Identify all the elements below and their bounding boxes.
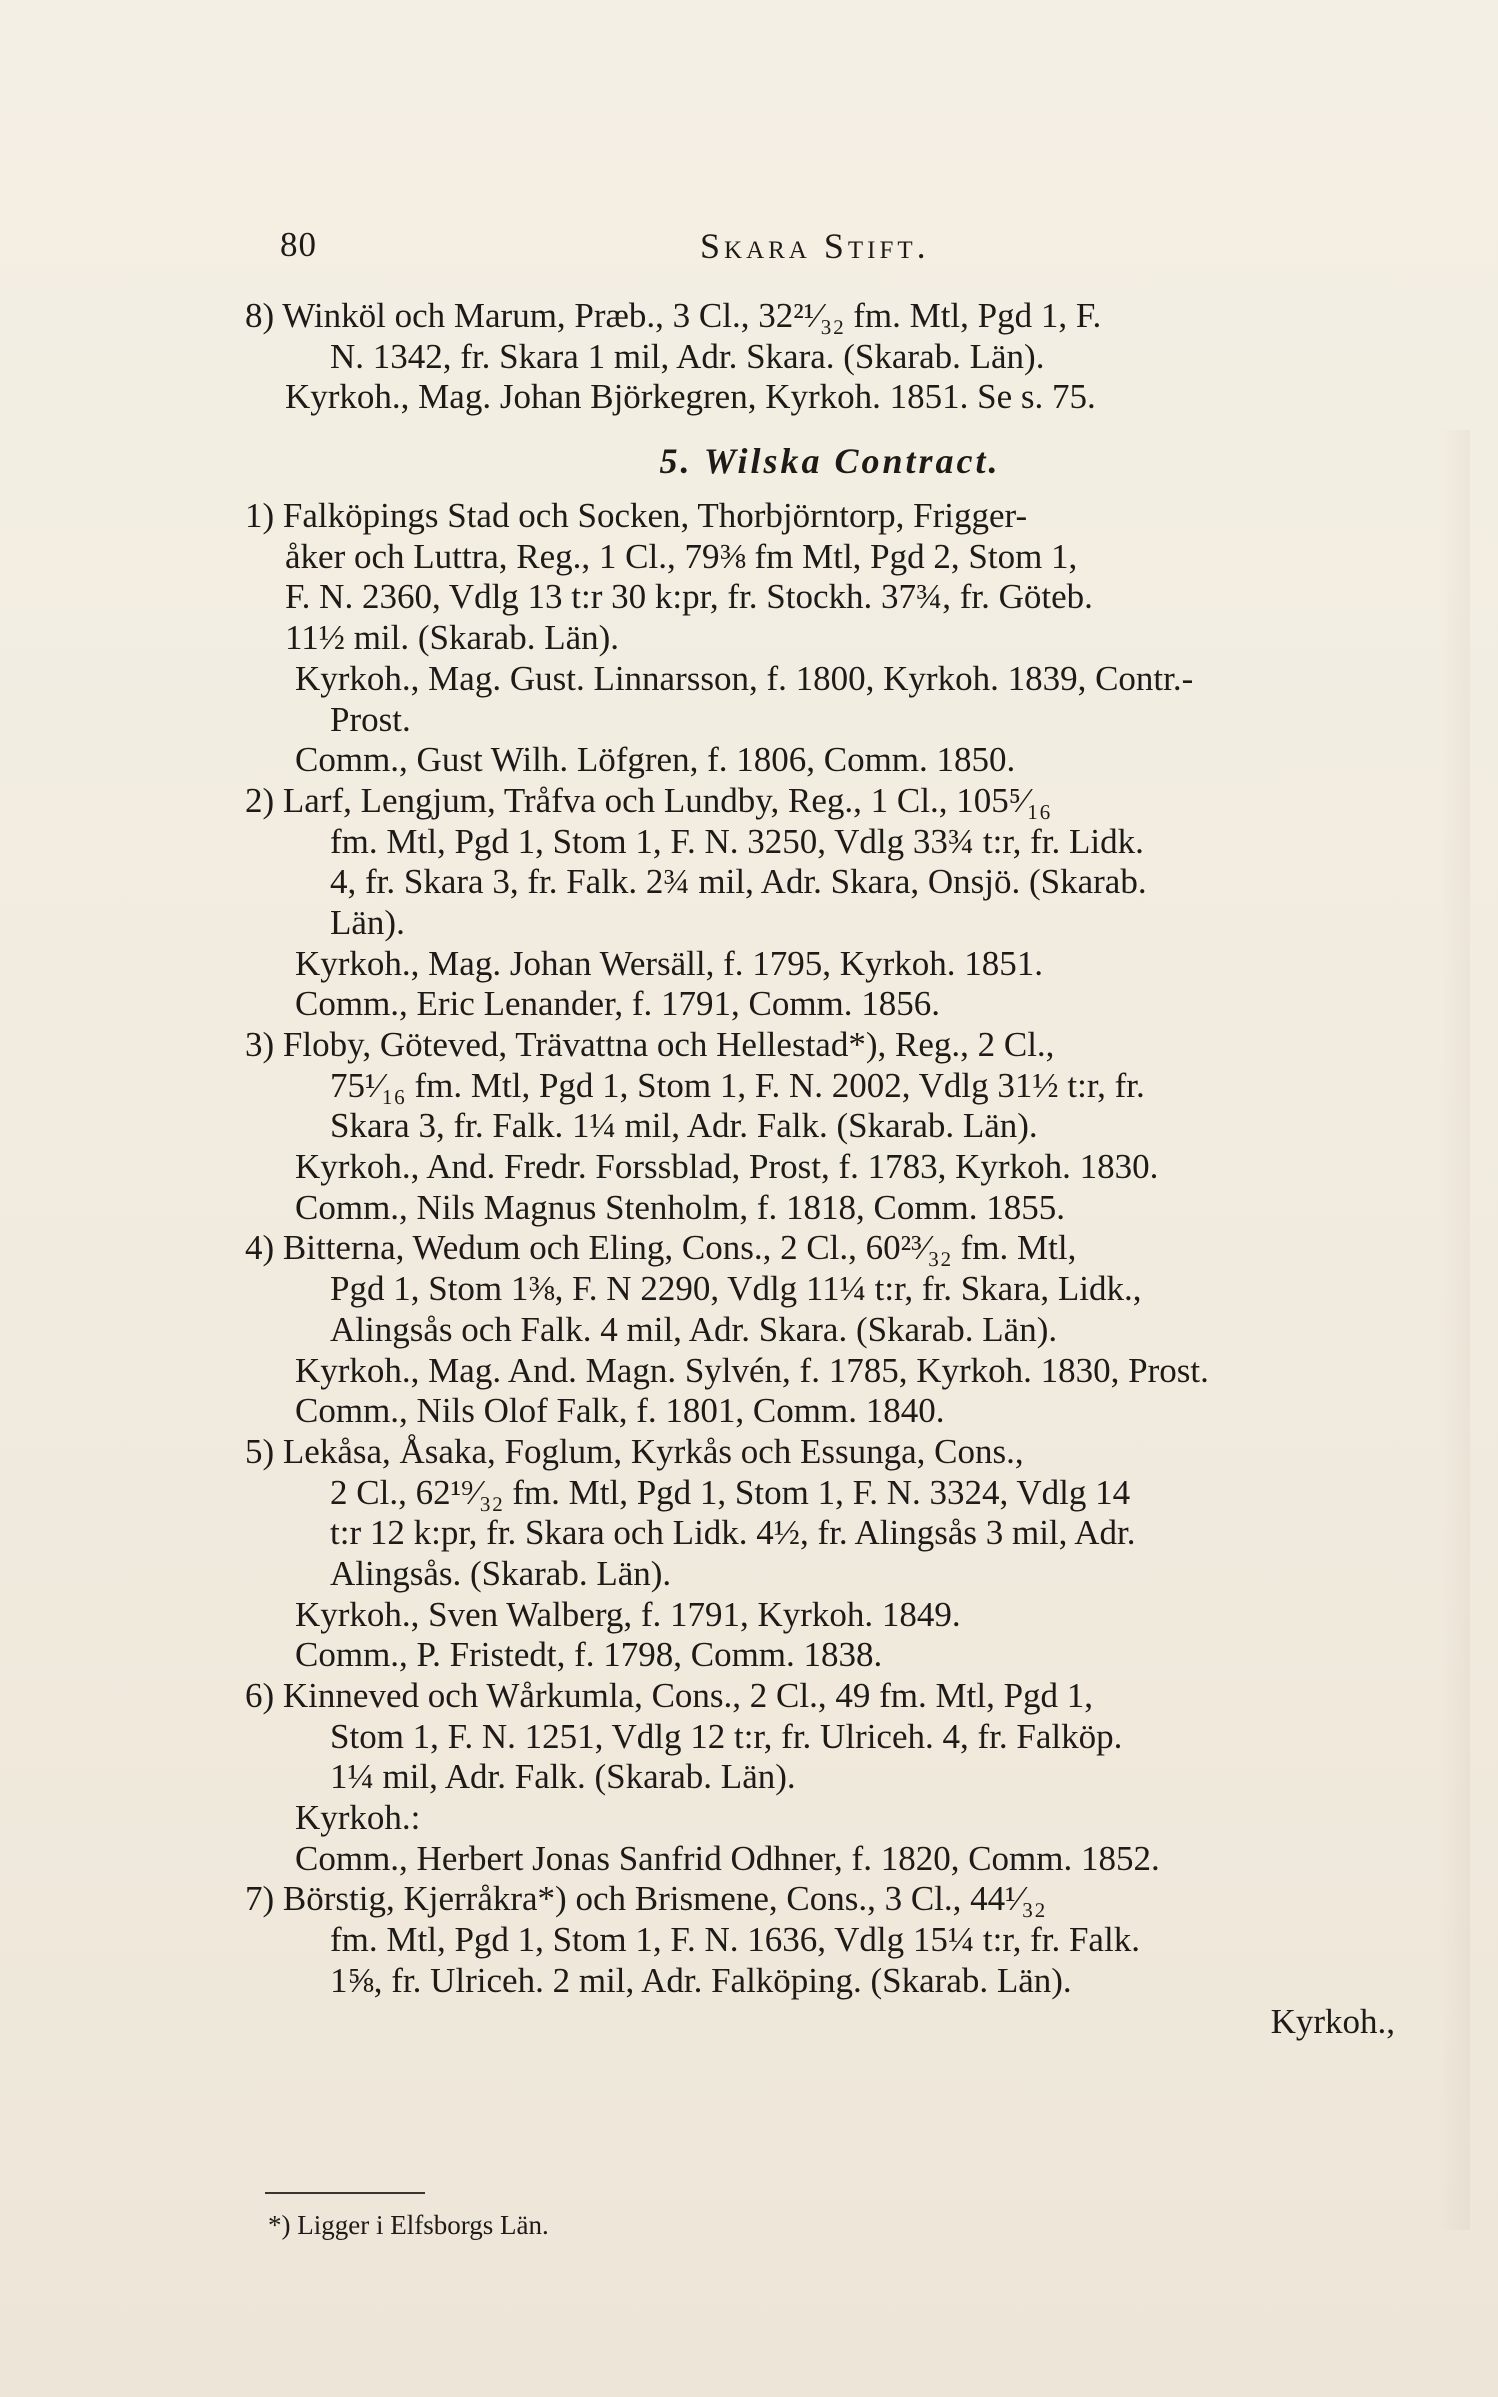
text-line: Pgd 1, Stom 1⅜, F. N 2290, Vdlg 11¼ t:r, fr. Skara, Lidk., — [330, 1269, 1142, 1309]
text-line: Län). — [330, 902, 405, 942]
text-line: 75¹⁄₁₆ fm. Mtl, Pgd 1, Stom 1, F. N. 2002, Vdlg 31½ t:r, fr. — [330, 1065, 1145, 1105]
text-line: 11½ mil. (Skarab. Län). — [285, 618, 620, 658]
text-line: 7) Börstig, Kjerråkra*) och Brismene, Cons., 3 Cl., 44¹⁄₃₂ — [245, 1879, 1046, 1919]
text-line: Kyrkoh., Sven Walberg, f. 1791, Kyrkoh. 1849. — [295, 1594, 961, 1634]
text-line: Kyrkoh., Mag. Johan Björkegren, Kyrkoh. 1851. Se s. 75. — [285, 377, 1096, 417]
text-line: 4, fr. Skara 3, fr. Falk. 2¾ mil, Adr. Skara, Onsjö. (Skarab. — [330, 862, 1147, 902]
page-number: 80 — [280, 225, 317, 264]
text-line: 5) Lekåsa, Åsaka, Foglum, Kyrkås och Essunga, Cons., — [245, 1431, 1024, 1471]
text-line: Skara 3, fr. Falk. 1¼ mil, Adr. Falk. (Skarab. Län). — [330, 1106, 1038, 1146]
text-line: Comm., P. Fristedt, f. 1798, Comm. 1838. — [295, 1635, 883, 1675]
text-line: Kyrkoh., Mag. And. Magn. Sylvén, f. 1785, Kyrkoh. 1830, Prost. — [295, 1350, 1209, 1390]
text-line: Kyrkoh., And. Fredr. Forssblad, Prost, f. 1783, Kyrkoh. 1830. — [295, 1147, 1159, 1187]
text-line: F. N. 2360, Vdlg 13 t:r 30 k:pr, fr. Stockh. 37¾, fr. Göteb. — [285, 577, 1093, 617]
text-line: 3) Floby, Göteved, Trävattna och Hellestad*), Reg., 2 Cl., — [245, 1025, 1055, 1064]
footnote: *) Ligger i Elfsborgs Län. — [268, 2210, 549, 2240]
page-body — [245, 296, 1415, 2042]
text-line: Comm., Nils Magnus Stenholm, f. 1818, Comm. 1855. — [295, 1187, 1066, 1227]
text-line: åker och Luttra, Reg., 1 Cl., 79⅜ fm Mtl, Pgd 2, Stom 1, — [285, 536, 1078, 576]
text-line: Comm., Eric Lenander, f. 1791, Comm. 1856. — [295, 984, 941, 1024]
text-line: 1¼ mil, Adr. Falk. (Skarab. Län). — [330, 1757, 796, 1797]
text-line: 2) Larf, Lengjum, Tråfva och Lundby, Reg., 1 Cl., 105⁵⁄₁₆ — [245, 780, 1052, 820]
text-line: fm. Mtl, Pgd 1, Stom 1, F. N. 3250, Vdlg 33¾ t:r, fr. Lidk. — [330, 821, 1144, 861]
text-line: fm. Mtl, Pgd 1, Stom 1, F. N. 1636, Vdlg 15¼ t:r, fr. Falk. — [330, 1920, 1140, 1960]
text-line: 6) Kinneved och Wårkumla, Cons., 2 Cl., 49 fm. Mtl, Pgd 1, — [245, 1676, 1094, 1715]
text-line: Prost. — [330, 699, 411, 739]
text-line: Kyrkoh., — [1270, 2001, 1395, 2041]
page-edge-shading — [1440, 430, 1470, 2230]
section-heading: 5. Wilska Contract. — [659, 441, 1001, 482]
text-line: 4) Bitterna, Wedum och Eling, Cons., 2 Cl., 60²³⁄₃₂ fm. Mtl, — [245, 1228, 1077, 1268]
text-line: Comm., Nils Olof Falk, f. 1801, Comm. 1840. — [295, 1391, 945, 1431]
text-line: 8) Winköl och Marum, Præb., 3 Cl., 32²¹⁄₃₂ fm. Mtl, Pgd 1, F. — [245, 296, 1102, 335]
footnote-rule — [265, 2192, 425, 2194]
text-line: Kyrkoh., Mag. Johan Wersäll, f. 1795, Kyrkoh. 1851. — [295, 943, 1043, 983]
text-line: Comm., Herbert Jonas Sanfrid Odhner, f. 1820, Comm. 1852. — [295, 1838, 1160, 1878]
text-line: Alingsås. (Skarab. Län). — [330, 1553, 672, 1593]
text-line: Kyrkoh., Mag. Gust. Linnarsson, f. 1800, Kyrkoh. 1839, Contr.- — [295, 658, 1194, 698]
text-line: t:r 12 k:pr, fr. Skara och Lidk. 4½, fr. Alingsås 3 mil, Adr. — [330, 1513, 1136, 1553]
running-title: Skara Stift. — [700, 226, 930, 266]
text-line: Alingsås och Falk. 4 mil, Adr. Skara. (Skarab. Län). — [330, 1309, 1058, 1349]
text-line: 1) Falköpings Stad och Socken, Thorbjörntorp, Frigger- — [245, 496, 1028, 536]
text-line: Kyrkoh.: — [295, 1798, 421, 1838]
text-line: 1⅝, fr. Ulriceh. 2 mil, Adr. Falköping. (Skarab. Län). — [330, 1960, 1072, 2000]
text-line: Comm., Gust Wilh. Löfgren, f. 1806, Comm. 1850. — [295, 740, 1016, 780]
text-line: N. 1342, fr. Skara 1 mil, Adr. Skara. (Skarab. Län). — [330, 336, 1045, 376]
text-line: 2 Cl., 62¹⁹⁄₃₂ fm. Mtl, Pgd 1, Stom 1, F. N. 3324, Vdlg 14 — [330, 1472, 1131, 1512]
text-line: Stom 1, F. N. 1251, Vdlg 12 t:r, fr. Ulriceh. 4, fr. Falköp. — [330, 1716, 1123, 1756]
